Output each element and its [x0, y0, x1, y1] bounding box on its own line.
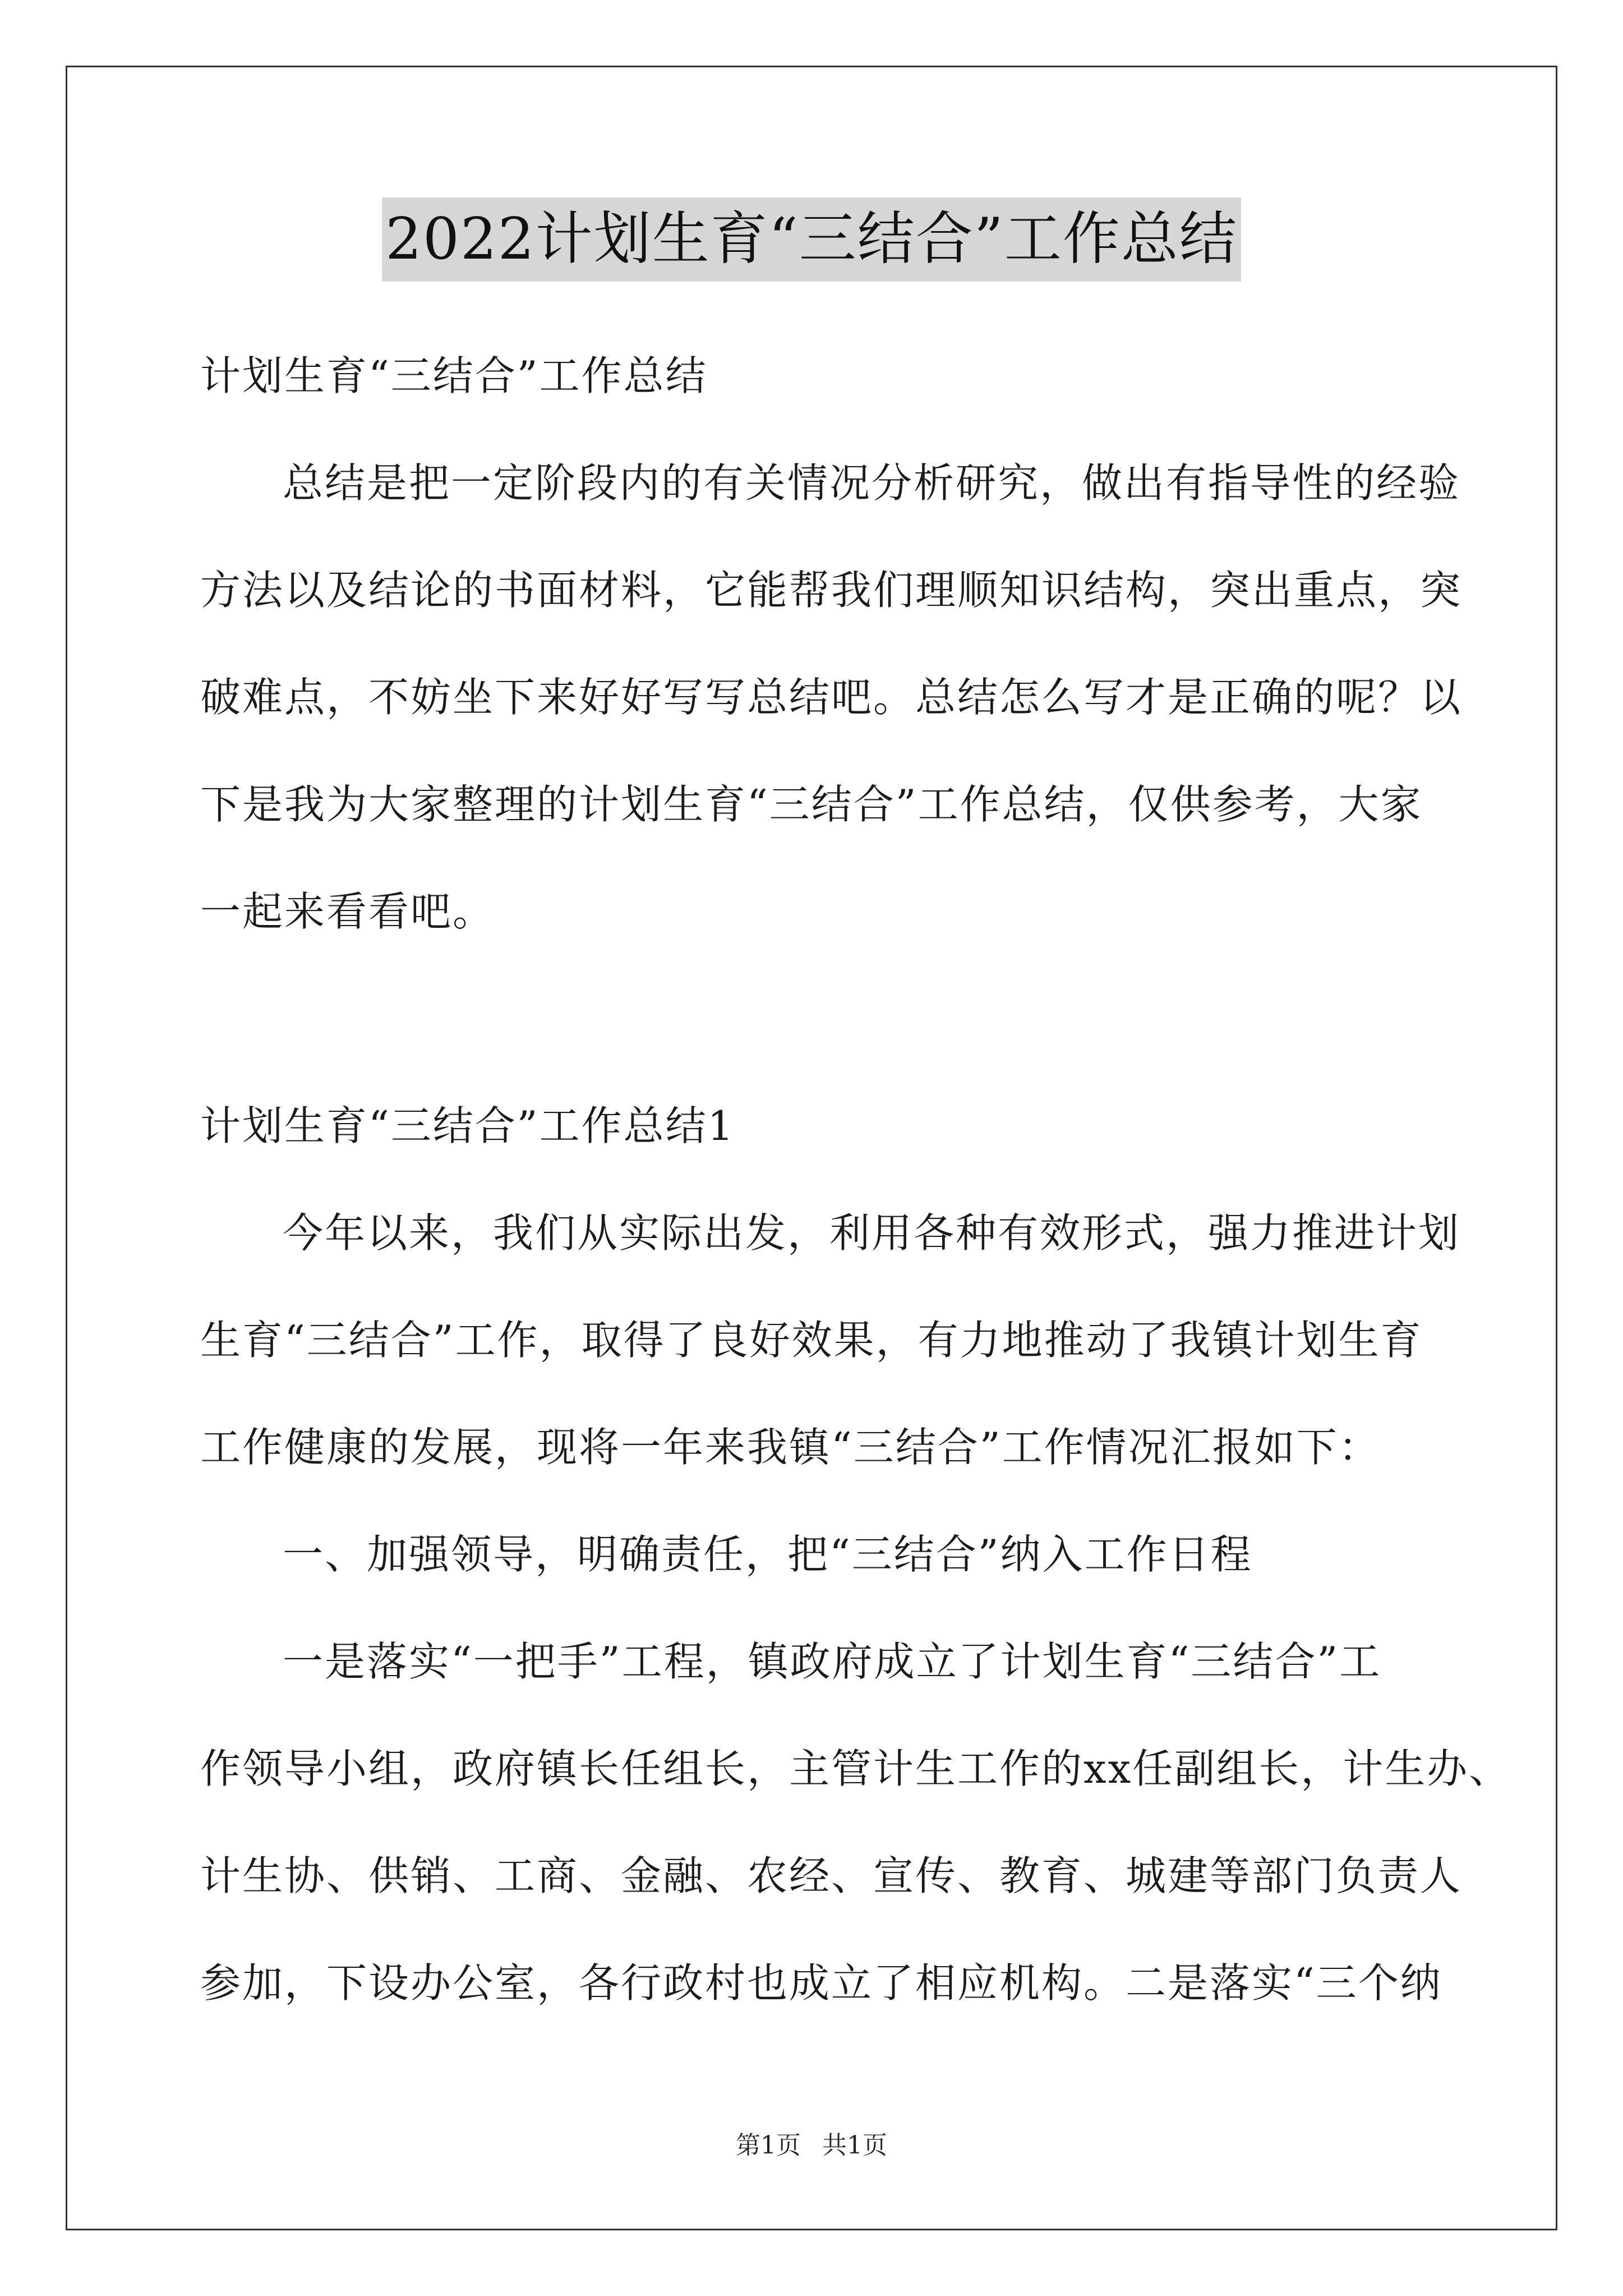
- paragraph-line: 作领导小组，政府镇长任组长，主管计生工作的xx任副组长，计生办、: [200, 1745, 1511, 1792]
- paragraph-line: 总结是把一定阶段内的有关情况分析研究，做出有指导性的经验: [283, 459, 1461, 507]
- page-total: 共1页: [822, 2131, 887, 2160]
- paragraph-line: 计生协、供销、工商、金融、农经、宣传、教育、城建等部门负责人: [200, 1852, 1463, 1899]
- paragraph-line: 一是落实“一把手”工程，镇政府成立了计划生育“三结合”工: [283, 1638, 1382, 1685]
- document-body: [200, 323, 1511, 2037]
- section-heading: 计划生育“三结合”工作总结1: [200, 1102, 735, 1149]
- paragraph-line: 参加，下设办公室，各行政村也成立了相应机构。二是落实“三个纳: [200, 1959, 1442, 2007]
- page-footer: [0, 2129, 1623, 2162]
- paragraph-line: 下是我为大家整理的计划生育“三结合”工作总结，仅供参考，大家: [200, 781, 1423, 828]
- page-number: 第1页: [736, 2131, 801, 2160]
- paragraph-line: 一起来看看吧。: [200, 888, 495, 935]
- subtitle-line: 计划生育“三结合”工作总结: [200, 352, 708, 399]
- paragraph-line: 破难点，不妨坐下来好好写写总结吧。总结怎么写才是正确的呢？以: [200, 674, 1463, 721]
- document-title: 2022计划生育“三结合”工作总结: [382, 197, 1241, 282]
- title-area: [0, 197, 1623, 282]
- paragraph-line: 生育“三结合”工作，取得了良好效果，有力地推动了我镇计划生育: [200, 1317, 1423, 1364]
- paragraph-line: 工作健康的发展，现将一年来我镇“三结合”工作情况汇报如下：: [200, 1424, 1381, 1471]
- numbered-heading: 一、加强领导，明确责任，把“三结合”纳入工作日程: [283, 1531, 1253, 1578]
- paragraph-line: 今年以来，我们从实际出发，利用各种有效形式，强力推进计划: [283, 1209, 1461, 1257]
- blank-line: [200, 965, 1428, 1073]
- paragraph-line: 方法以及结论的书面材料，它能帮我们理顺知识结构，突出重点，突: [200, 567, 1463, 614]
